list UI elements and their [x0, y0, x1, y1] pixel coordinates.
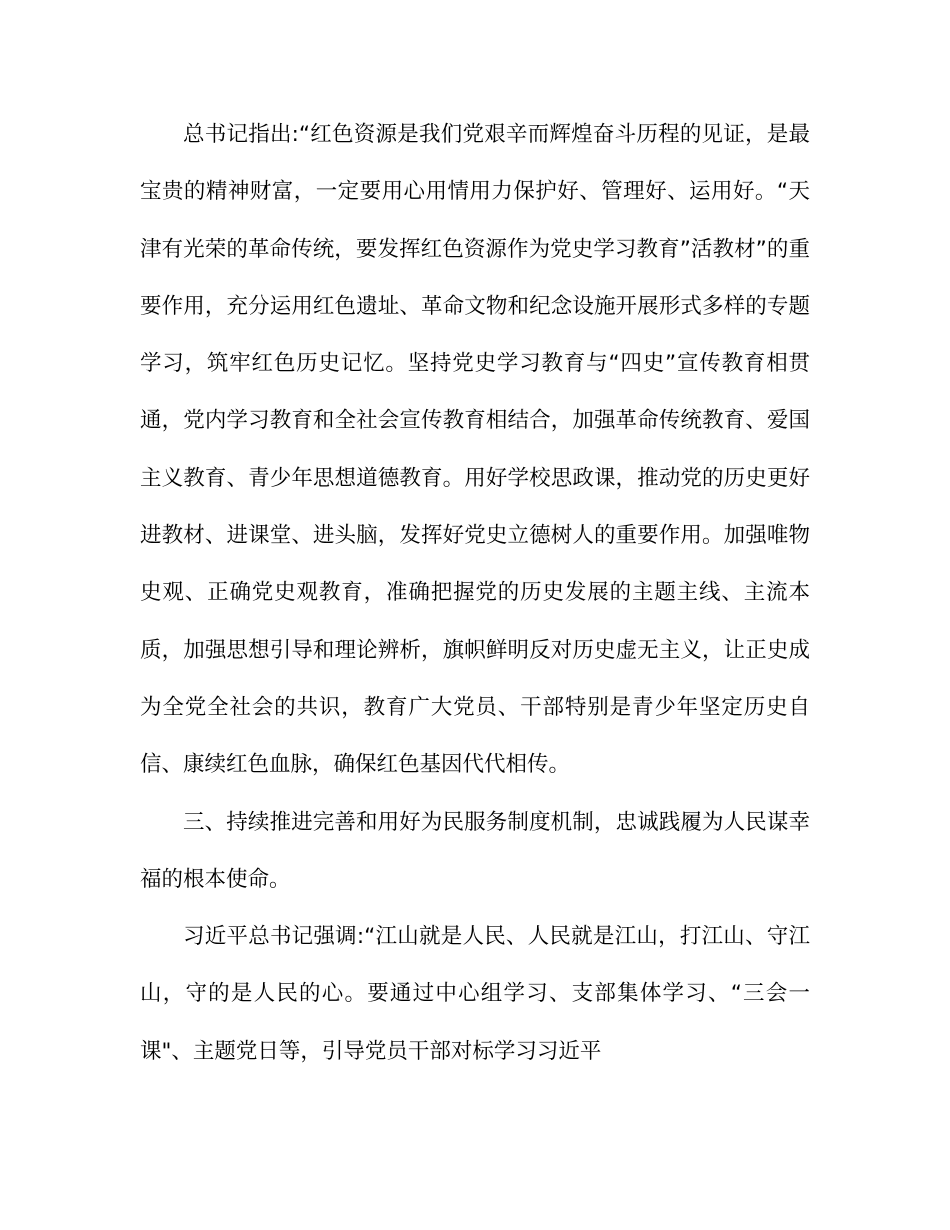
paragraph-jiangshan-quote: 习近平总书记强调:“江山就是人民、人民就是江山，打江山、守江山，守的是人民的心。要通过中心组学习、支部集体学习、“三会一课"、主题党日等，引导党员干部对标学习习近平 — [140, 924, 810, 1064]
paragraph-red-resources: 总书记指出:“红色资源是我们党艰辛而辉煌奋斗历程的见证，是最宝贵的精神财富，一定要用心用情用力保护好、管理好、运用好。“天津有光荣的革命传统，要发挥红色资源作为党史学习教育”活教材”的重要作用，充分运用红色遗址、革命文物和纪念设施开展形式多样的专题学习，筑牢红色历史记忆。坚持党史学习教育与“四史”宣传教育相贯通，党内学习教育和全社会宣传教育相结合，加强革命传统教育、爱国主义教育、青少年思想道德教育。用好学校思政课，推动党的历史更好进教材、进课堂、进头脑，发挥好党史立德树人的重要作用。加强唯物史观、正确党史观教育，准确把握党的历史发展的主题主线、主流本质，加强思想引导和理论辨析，旗帜鲜明反对历史虚无主义，让正史成为全党全社会的共识，教育广大党员、干部特别是青少年坚定历史自信、康续红色血脉，确保红色基因代代相传。 — [140, 122, 810, 778]
paragraph-section-three-heading: 三、持续推进完善和用好为民服务制度机制，忠诚践履为人民谋幸福的根本使命。 — [140, 809, 810, 892]
document-body — [140, 106, 810, 1080]
